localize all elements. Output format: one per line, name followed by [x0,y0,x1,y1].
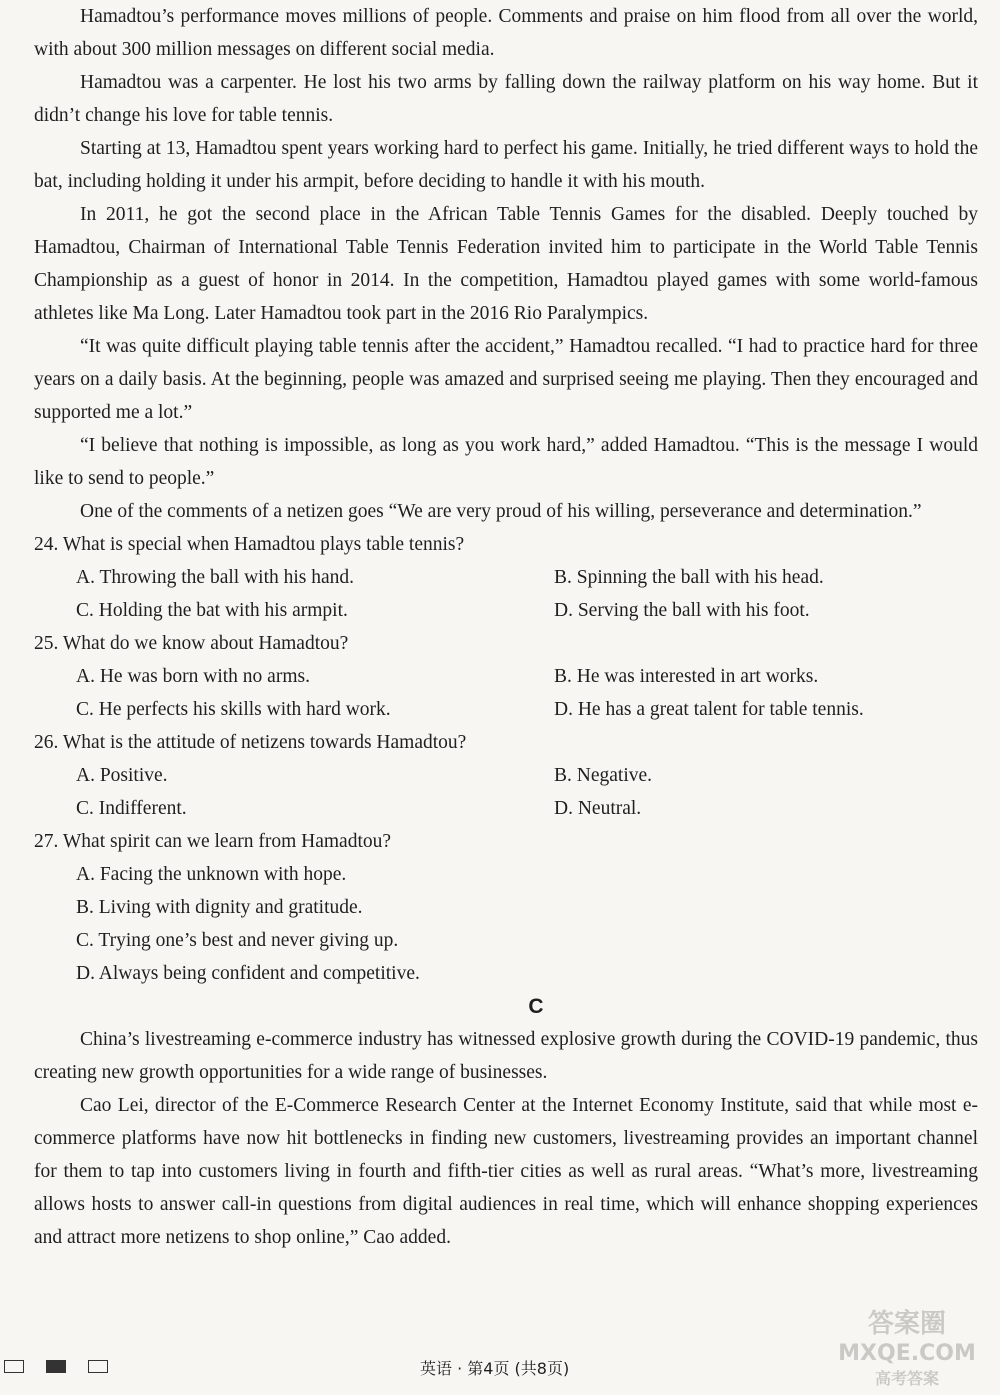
option-a[interactable]: A. Throwing the ball with his hand. [76,567,355,588]
outline-square-icon [88,1360,108,1373]
question-stem: 24. What is special when Hamadtou plays table tennis? [34,534,465,555]
question-25 [34,627,978,726]
watermark-text-3: 高考答案 [874,1369,940,1388]
option-c[interactable]: C. Trying one’s best and never giving up. [76,930,399,951]
option-c[interactable]: C. He perfects his skills with hard work. [76,699,391,720]
option-b[interactable]: B. Living with dignity and gratitude. [76,897,363,918]
option-d[interactable]: D. Serving the ball with his foot. [554,600,810,621]
question-stem: 26. What is the attitude of netizens towards Hamadtou? [34,732,467,753]
question-stem: 27. What spirit can we learn from Hamadtou? [34,831,392,852]
watermark-logo [832,1300,982,1390]
question-stem: 25. What do we know about Hamadtou? [34,633,349,654]
option-c[interactable]: C. Indifferent. [76,798,187,819]
option-b[interactable]: B. Spinning the ball with his head. [554,567,824,588]
question-26 [34,726,978,825]
watermark-text-1: 答案圈 [867,1309,947,1339]
passage-b-paragraph-1: Hamadtou’s performance moves millions of people. Comments and praise on him flood from all over the world, with about 300 million messages on different social media. [34,6,978,60]
passage-c-paragraph-1: China’s livestreaming e-commerce industry has witnessed explosive growth during the COVID-19 pandemic, thus creating new growth opportunities for a wide range of businesses. [34,1029,978,1083]
option-a[interactable]: A. Facing the unknown with hope. [76,864,347,885]
section-heading-c: C [528,995,544,1018]
option-b[interactable]: B. He was interested in art works. [554,666,819,687]
filled-square-icon [46,1360,66,1373]
exam-page [34,0,978,1254]
outline-square-icon [4,1360,24,1373]
question-27 [34,825,978,990]
passage-b-paragraph-4: In 2011, he got the second place in the African Table Tennis Games for the disabled. Deeply touched by Hamadtou, Chairman of International Table Tennis Federation invited him to participate in the World Table Tennis Championship as a guest of honor in 2014. In the competition, Hamadtou played games with some world-famous athletes like Ma Long. Later Hamadtou took part in the 2016 Rio Paralympics. [34,204,978,324]
option-a[interactable]: A. He was born with no arms. [76,666,310,687]
option-d[interactable]: D. Neutral. [554,798,642,819]
option-c[interactable]: C. Holding the bat with his armpit. [76,600,348,621]
question-24 [34,528,978,627]
passage-b-paragraph-6: “I believe that nothing is impossible, as long as you work hard,” added Hamadtou. “This is the message I would like to send to people.” [34,435,978,489]
option-a[interactable]: A. Positive. [76,765,168,786]
passage-b-paragraph-3: Starting at 13, Hamadtou spent years working hard to perfect his game. Initially, he tried different ways to hold the bat, including holding it under his armpit, before deciding to handle it with his mouth. [34,138,978,192]
page-number: 英语 · 第4页 (共8页) [420,1359,570,1378]
option-b[interactable]: B. Negative. [554,765,653,786]
passage-c-paragraph-2: Cao Lei, director of the E-Commerce Research Center at the Internet Economy Institute, said that while most e-commerce platforms have now hit bottlenecks in finding new customers, livestreaming provides an important channel for them to tap into customers living in fourth and fifth-tier cities as well as rural areas. “What’s more, livestreaming allows hosts to answer call-in questions from digital audiences in real time, which will enhance shopping experiences and attract more netizens to shop online,” Cao added. [34,1095,978,1248]
passage-b-paragraph-5: “It was quite difficult playing table tennis after the accident,” Hamadtou recalled. “I had to practice hard for three years on a daily basis. At the beginning, people was amazed and surprised seeing me playing. Then they encouraged and supported me a lot.” [34,336,978,423]
passage-b-paragraph-7: One of the comments of a netizen goes “We are very proud of his willing, perseverance and determination.” [80,501,922,522]
option-d[interactable]: D. Always being confident and competitive. [76,963,420,984]
watermark-text-2: MXQE.COM [838,1341,976,1366]
passage-b-paragraph-2: Hamadtou was a carpenter. He lost his two arms by falling down the railway platform on his way home. But it didn’t change his love for table tennis. [34,72,978,126]
option-d[interactable]: D. He has a great talent for table tennis. [554,699,864,720]
